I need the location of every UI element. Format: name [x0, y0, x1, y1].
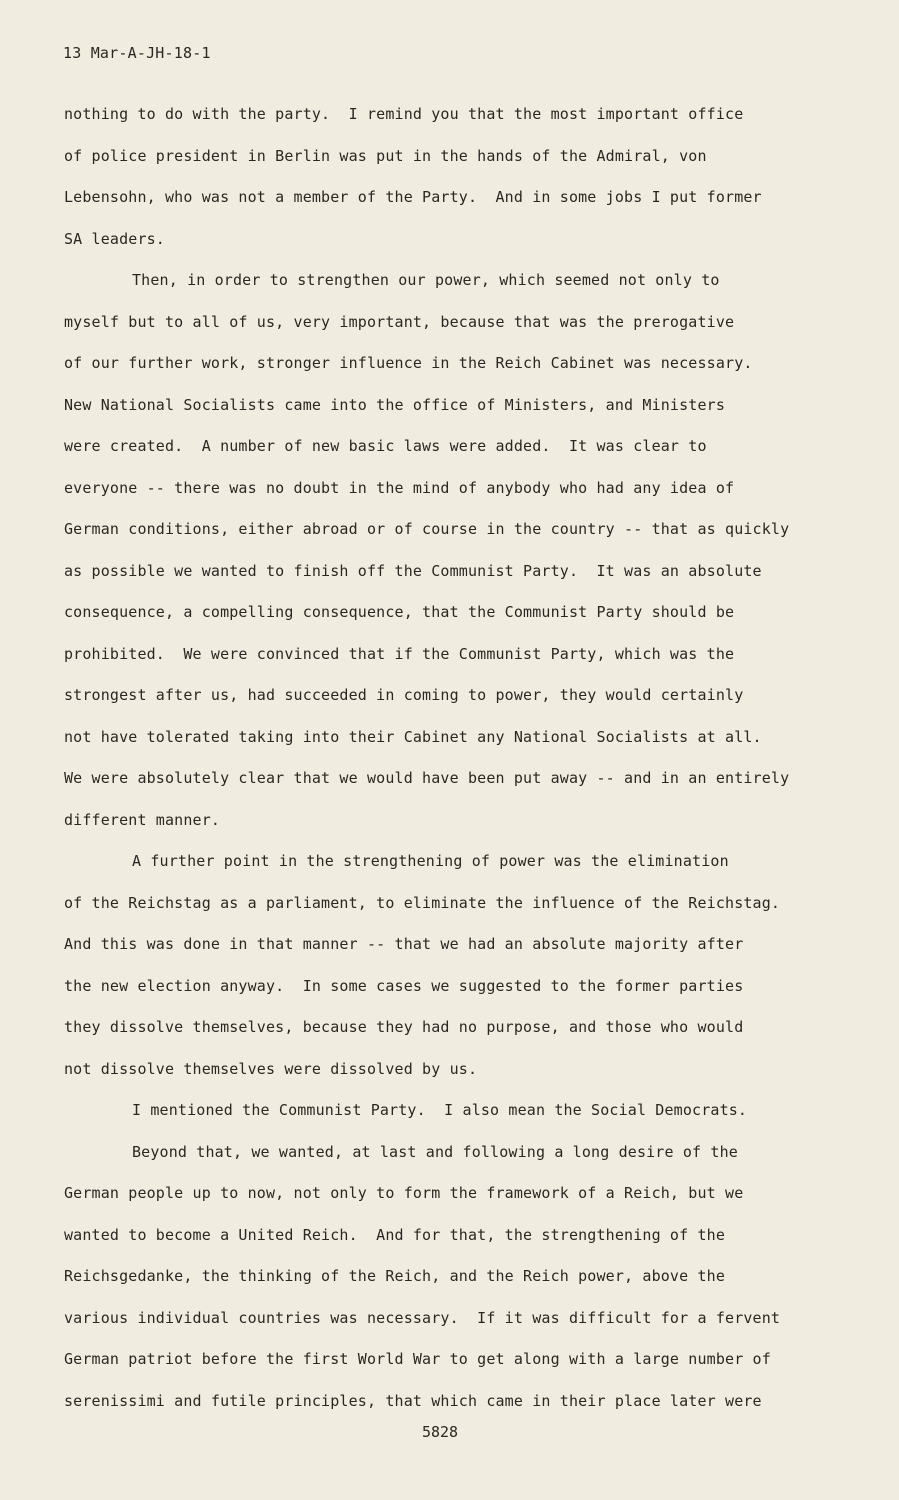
text-line: A further point in the strengthening of power was the elimination	[132, 852, 729, 870]
text-line: New National Socialists came into the office of Ministers, and Ministers	[64, 395, 726, 414]
text-line: nothing to do with the party. I remind you that the most important office	[64, 105, 744, 123]
page-number: 5828	[421, 1423, 459, 1441]
text-line: not have tolerated taking into their Cabinet any National Socialists at all.	[64, 727, 762, 746]
text-line: Lebensohn, who was not a member of the Party. And in some jobs I put former	[64, 188, 762, 206]
text-line: German people up to now, not only to form the framework of a Reich, but we	[64, 1184, 744, 1202]
text-line: were created. A number of new basic laws were added. It was clear to	[64, 437, 707, 455]
text-line: SA leaders.	[64, 229, 165, 248]
text-line: various individual countries was necessary. If it was difficult for a fervent	[64, 1308, 781, 1327]
text-line: I mentioned the Communist Party. I also mean the Social Democrats.	[132, 1101, 748, 1119]
text-line: prohibited. We were convinced that if the Communist Party, which was the	[64, 644, 735, 663]
text-line: German patriot before the first World War to get along with a large number of	[64, 1350, 771, 1368]
text-line: they dissolve themselves, because they had no purpose, and those who would	[64, 1018, 744, 1036]
text-line: Then, in order to strengthen our power, which seemed not only to	[132, 271, 720, 289]
text-line: different manner.	[64, 810, 221, 829]
text-line: of the Reichstag as a parliament, to eliminate the influence of the Reichstag.	[64, 893, 781, 912]
text-line: serenissimi and futile principles, that which came in their place later were	[64, 1391, 762, 1410]
text-line: of police president in Berlin was put in the hands of the Admiral, von	[64, 146, 707, 165]
text-line: German conditions, either abroad or of course in the country -- that as quickly	[64, 520, 790, 538]
text-line: everyone -- there was no doubt in the mind of anybody who had any idea of	[64, 478, 735, 497]
text-line: of our further work, stronger influence in the Reich Cabinet was necessary.	[64, 354, 753, 372]
text-line: We were absolutely clear that we would have been put away -- and in an entirely	[64, 769, 790, 787]
document-code: 13 Mar-A-JH-18-1	[63, 44, 211, 62]
text-line: Beyond that, we wanted, at last and following a long desire of the	[132, 1142, 738, 1161]
text-line: consequence, a compelling consequence, that the Communist Party should be	[64, 603, 735, 621]
text-line: the new election anyway. In some cases we suggested to the former parties	[64, 976, 744, 995]
text-line: not dissolve themselves were dissolved by us.	[64, 1059, 478, 1078]
text-line: myself but to all of us, very important, because that was the prerogative	[64, 312, 735, 331]
text-line: wanted to become a United Reich. And for that, the strengthening of the	[64, 1225, 726, 1244]
text-line: as possible we wanted to finish off the Communist Party. It was an absolute	[64, 561, 762, 580]
text-line: Reichsgedanke, the thinking of the Reich, and the Reich power, above the	[64, 1267, 726, 1285]
text-line: And this was done in that manner -- that we had an absolute majority after	[64, 935, 744, 953]
text-line: strongest after us, had succeeded in coming to power, they would certainly	[64, 686, 744, 704]
transcript-body	[64, 94, 854, 1422]
